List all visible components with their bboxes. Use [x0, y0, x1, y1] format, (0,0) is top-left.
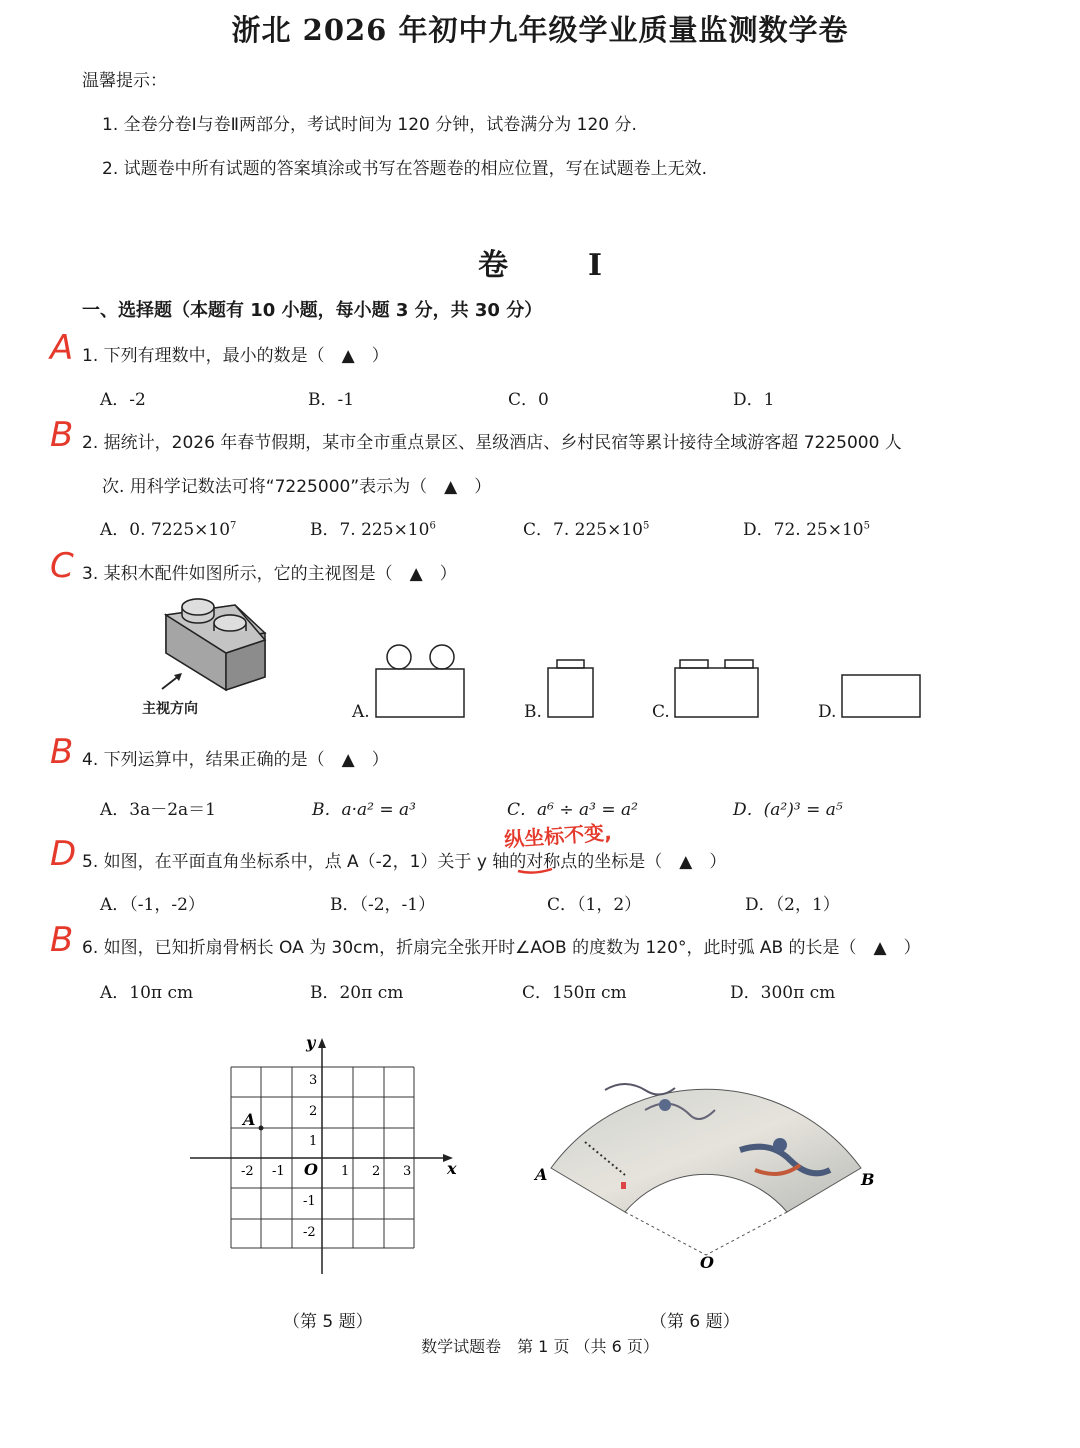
- handwritten-note-q5: 纵坐标不变,: [503, 820, 613, 852]
- figure-5-caption: （第 5 题）: [283, 1312, 373, 1332]
- q2-option-d: D．72. $25\times 10^5$: [743, 520, 870, 540]
- q4-option-d: D．(a²)³ = a⁵: [733, 800, 843, 820]
- volume-number: I: [587, 248, 603, 283]
- y-tick-2: 2: [309, 1104, 318, 1119]
- tip-item-2: 2. 试题卷中所有试题的答案填涂或书写在答题卷的相应位置，写在试题卷上无效.: [102, 159, 708, 179]
- q1-option-d: D．1: [733, 390, 775, 410]
- figure-5-coordinate-grid: [185, 1030, 475, 1280]
- q3-option-c-label: C.: [652, 702, 670, 722]
- tip-item-1: 1. 全卷分卷Ⅰ与卷Ⅱ两部分，考试时间为 120 分钟，试卷满分为 120 分.: [102, 115, 637, 135]
- question-2-text-line2: 次. 用科学记数法可将“7225000”表示为（ ▲ ）: [102, 477, 492, 497]
- fan-point-b-label: B: [861, 1170, 875, 1189]
- y-tick-neg1: -1: [303, 1194, 316, 1209]
- q4-option-a: A．3a－2a＝1: [100, 800, 216, 820]
- x-tick-2: 2: [372, 1164, 381, 1179]
- q5-option-d: D．（2，1）: [745, 895, 840, 915]
- y-tick-3: 3: [309, 1073, 318, 1088]
- origin-label: O: [304, 1160, 318, 1179]
- handwritten-answer-q4: B: [50, 732, 74, 772]
- q2-option-b: B．7. $225\times 10^6$: [310, 520, 436, 540]
- section-heading: 一、选择题（本题有 10 小题，每小题 3 分，共 30 分）: [82, 300, 543, 321]
- q3-view-a: [376, 645, 464, 717]
- x-tick-1: 1: [341, 1164, 350, 1179]
- volume-word: 卷: [477, 248, 508, 283]
- q2-option-a: A．0. $7225\times 10^7$: [100, 520, 237, 540]
- point-a-label: A: [243, 1110, 256, 1129]
- q2-option-c: C．7. $225\times 10^5$: [523, 520, 650, 540]
- q3-option-a-label: A.: [352, 702, 370, 722]
- handwritten-answer-q5: D: [50, 834, 77, 874]
- q5-option-c: C．（1，2）: [547, 895, 642, 915]
- fan-point-o-label: O: [700, 1253, 714, 1272]
- q6-option-b: B．20π cm: [310, 983, 404, 1003]
- figure-6-caption: （第 6 题）: [650, 1312, 740, 1332]
- question-2-text-line1: 2. 据统计，2026 年春节假期，某市全市重点景区、星级酒店、乡村民宿等累计接待全域游客超 7225000 人: [82, 433, 902, 453]
- volume-heading: [0, 240, 1080, 284]
- handwritten-answer-q1: A: [50, 328, 74, 368]
- x-tick-neg2: -2: [241, 1164, 254, 1179]
- page-footer: 数学试题卷 第 1 页 （共 6 页）: [421, 1337, 659, 1356]
- q4-option-c: C．a⁶ ÷ a³ = a²: [507, 800, 638, 820]
- red-underline: [516, 866, 556, 876]
- q3-view-b: [548, 660, 593, 717]
- tips-heading: 温馨提示：: [82, 71, 167, 91]
- y-tick-1: 1: [309, 1134, 318, 1149]
- q3-view-c: [675, 660, 758, 717]
- q6-option-a: A．10π cm: [100, 983, 194, 1003]
- q5-option-a: A．（-1，-2）: [100, 895, 205, 915]
- q3-option-d-label: D.: [818, 702, 837, 722]
- view-direction-label: 主视方向: [142, 701, 198, 717]
- question-5-text: 5. 如图，在平面直角坐标系中，点 A（-2，1）关于 y 轴的对称点的坐标是（ ▲ ）: [82, 852, 727, 872]
- y-tick-neg2: -2: [303, 1225, 316, 1240]
- question-6-text: 6. 如图，已知折扇骨柄长 OA 为 30cm，折扇完全张开时∠AOB 的度数为 120°，此时弧 AB 的长是（ ▲ ）: [82, 938, 921, 958]
- handwritten-answer-q3: C: [50, 546, 74, 586]
- q1-option-a: A．-2: [100, 390, 146, 410]
- x-tick-3: 3: [403, 1164, 412, 1179]
- lego-brick-figure: [162, 599, 265, 690]
- handwritten-answer-q2: B: [50, 415, 74, 455]
- x-tick-neg1: -1: [272, 1164, 285, 1179]
- exam-title: 浙北 2026 年初中九年级学业质量监测数学卷: [231, 13, 849, 47]
- q4-option-b: B．a·a² = a³: [312, 800, 416, 820]
- fan-point-a-label: A: [535, 1165, 548, 1184]
- q6-option-d: D．300π cm: [730, 983, 836, 1003]
- q6-option-c: C．150π cm: [522, 983, 627, 1003]
- handwritten-answer-q6: B: [50, 920, 74, 960]
- question-1-text: 1. 下列有理数中，最小的数是（ ▲ ）: [82, 346, 389, 366]
- q1-option-b: B．-1: [308, 390, 355, 410]
- q3-option-b-label: B.: [524, 702, 542, 722]
- q1-option-c: C．0: [508, 390, 549, 410]
- x-axis-label: x: [447, 1159, 457, 1178]
- question-3-text: 3. 某积木配件如图所示，它的主视图是（ ▲ ）: [82, 564, 457, 584]
- question-4-text: 4. 下列运算中，结果正确的是（ ▲ ）: [82, 750, 389, 770]
- figure-6-folding-fan: [525, 1050, 885, 1280]
- y-axis-label: y: [306, 1033, 316, 1052]
- q3-view-d: [842, 675, 920, 717]
- q5-option-b: B．（-2，-1）: [330, 895, 436, 915]
